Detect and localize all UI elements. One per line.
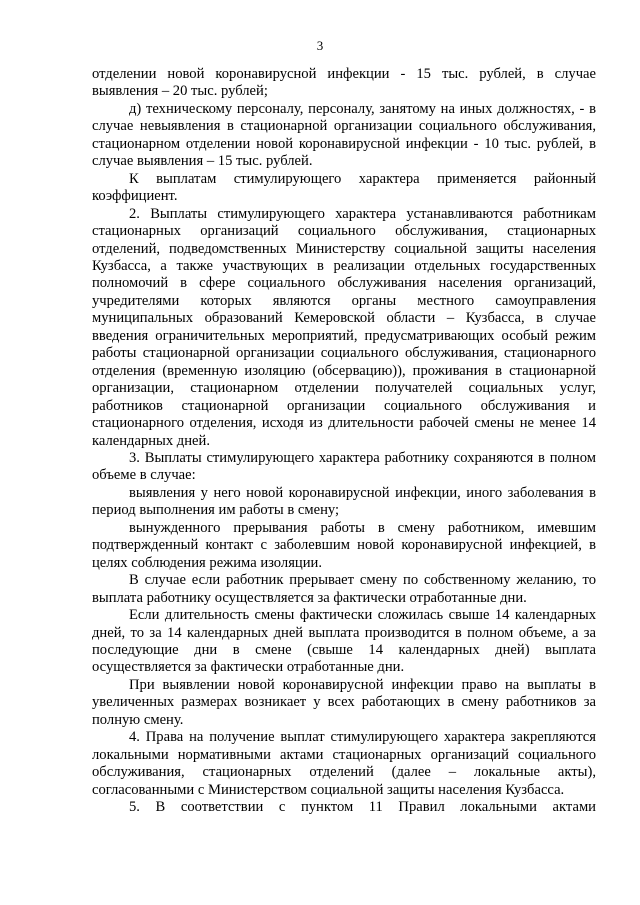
paragraph-clause-3: 3. Выплаты стимулирующего характера работнику сохраняются в полном объеме в случае:: [92, 449, 596, 484]
paragraph-clause-2: 2. Выплаты стимулирующего характера устанавливаются работникам стационарных организаций социального обслуживания, стационарных отделений, подведомственных Министерству социальной защиты населения Кузбасса, а также участвующих в реализации отдельных государственных полномочий в сфере социального обслуживания населения организаций, учредителями которых являются органы местного самоуправления муниципальных образований Кемеровской области – Кузбасса, в случае введения ограничительных мероприятий, предусматривающих особый режим работы стационарной организации социального обслуживания, стационарного отделения (временную изоляцию (обсервацию)), проживания в стационарной организации, стационарном отделении получателей социальных услуг, работников стационарной организации социального обслуживания и стационарного отделения, исходя из длительности рабочей смены не менее 14 календарных дней.: [92, 205, 596, 449]
paragraph-clause-5: 5. В соответствии с пунктом 11 Правил локальными актами: [129, 799, 596, 816]
paragraph-increased-payments: При выявлении новой коронавирусной инфекции право на выплаты в увеличенных размерах возникает у всех работающих в смену работников за полную смену.: [92, 676, 596, 728]
paragraph-shift-duration: Если длительность смены фактически сложилась свыше 14 календарных дней, то за 14 календарных дней выплата производится в полном объеме, а за последующие дни в смене (свыше 14 календарных дней) выплата осуществляется за фактически отработанные дни.: [92, 607, 596, 676]
document-body: [92, 66, 596, 816]
paragraph-item-d: д) техническому персоналу, персоналу, занятому на иных должностях, - в случае невыявления в стационарной организации социального обслуживания, стационарном отделении новой коронавирусной инфекции - 10 тыс. рублей, в случае выявления – 15 тыс. рублей.: [92, 100, 596, 170]
paragraph-continuation: отделении новой коронавирусной инфекции - 15 тыс. рублей, в случае выявления – 20 тыс. рублей;: [92, 66, 596, 100]
paragraph-regional-coefficient: К выплатам стимулирующего характера применяется районный коэффициент.: [92, 170, 596, 205]
paragraph-clause-3-case-1: выявления у него новой коронавирусной инфекции, иного заболевания в период выполнения им работы в смену;: [92, 484, 596, 519]
page-number: 3: [316, 38, 324, 53]
paragraph-own-will: В случае если работник прерывает смену по собственному желанию, то выплата работнику осуществляется за фактически отработанные дни.: [92, 572, 596, 606]
paragraph-clause-4: 4. Права на получение выплат стимулирующего характера закрепляются локальными нормативными актами стационарных организаций социального обслуживания, стационарных отделений (далее – локальные акты), согласованными с Министерством социальной защиты населения Кузбасса.: [92, 729, 596, 798]
paragraph-clause-3-case-2: вынужденного прерывания работы в смену работником, имевшим подтвержденный контакт с заболевшим новой коронавирусной инфекцией, в целях соблюдения режима изоляции.: [92, 519, 596, 571]
